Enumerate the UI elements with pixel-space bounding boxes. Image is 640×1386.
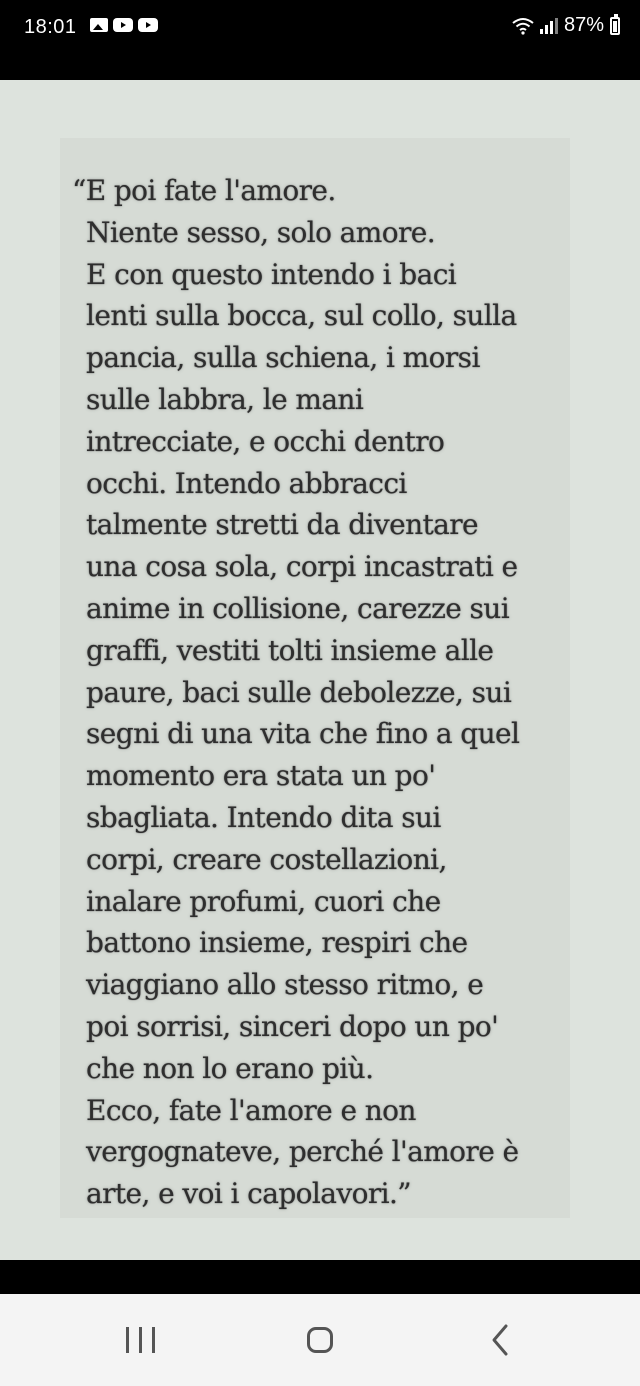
quote-line: poi sorrisi, sinceri dopo un po': [86, 1009, 499, 1043]
wifi-icon: [512, 17, 534, 35]
back-button[interactable]: [470, 1320, 530, 1360]
quote-line: E con questo intendo i baci: [86, 257, 457, 291]
back-icon: [490, 1323, 510, 1357]
youtube-icon: [113, 18, 133, 32]
quote-line: “E poi fate l'amore.: [72, 174, 336, 207]
notification-icons: [90, 18, 158, 32]
youtube-icon: [138, 18, 158, 32]
clock: 18:01: [24, 16, 77, 38]
quote-line: pancia, sulla schiena, i morsi: [86, 341, 480, 375]
quote-line: arte, e voi i capolavori.”: [86, 1177, 411, 1211]
quote-line: anime in collisione, carezze sui: [86, 591, 510, 625]
image-viewer[interactable]: [0, 80, 640, 1260]
quote-line: sulle labbra, le mani: [86, 382, 364, 416]
quote-line: una cosa sola, corpi incastrati e: [86, 550, 518, 584]
quote-line: battono insieme, respiri che: [86, 926, 468, 960]
quote-line: paure, baci sulle debolezze, sui: [86, 675, 512, 709]
quote-text: [72, 170, 592, 1215]
quote-line: Niente sesso, solo amore.: [86, 215, 436, 249]
quote-line: viaggiano allo stesso ritmo, e: [86, 968, 484, 1002]
quote-line: lenti sulla bocca, sul collo, sulla: [86, 299, 517, 333]
recent-apps-icon: [121, 1327, 160, 1353]
nav-divider: [0, 1260, 640, 1294]
status-bar: [0, 0, 640, 80]
navigation-bar: [0, 1294, 640, 1386]
quote-line: che non lo erano più.: [86, 1051, 374, 1085]
quote-line: occhi. Intendo abbracci: [86, 466, 407, 500]
home-button[interactable]: [290, 1320, 350, 1360]
battery-icon: [610, 17, 620, 35]
gallery-icon: [90, 18, 108, 32]
quote-line: segni di una vita che fino a quel: [86, 717, 520, 751]
battery-percent: 87%: [563, 14, 604, 36]
quote-line: intrecciate, e occhi dentro: [86, 424, 445, 458]
quote-line: Ecco, fate l'amore e non: [86, 1093, 416, 1127]
system-icons: [512, 14, 620, 37]
quote-line: talmente stretti da diventare: [86, 508, 479, 542]
recent-apps-button[interactable]: [110, 1320, 170, 1360]
quote-line: vergognateve, perché l'amore è: [86, 1135, 519, 1169]
home-icon: [307, 1327, 333, 1353]
quote-line: corpi, creare costellazioni,: [86, 842, 447, 876]
quote-line: sbagliata. Intendo dita sui: [86, 800, 441, 834]
quote-line: inalare profumi, cuori che: [86, 884, 441, 918]
quote-line: graffi, vestiti tolti insieme alle: [86, 633, 494, 667]
signal-icon: [540, 18, 558, 34]
quote-line: momento era stata un po': [86, 759, 436, 793]
